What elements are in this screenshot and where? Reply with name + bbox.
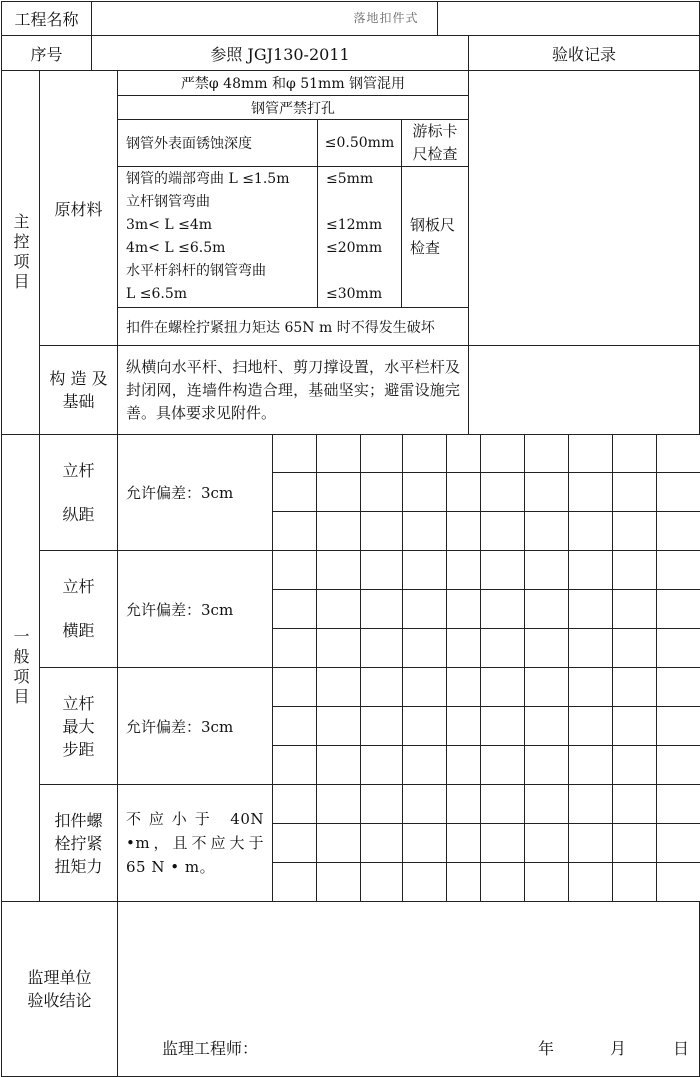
measurement-cell[interactable] bbox=[524, 706, 569, 746]
measurement-cell[interactable] bbox=[656, 434, 700, 473]
measurement-cell[interactable] bbox=[272, 667, 317, 707]
measurement-cell[interactable] bbox=[480, 550, 525, 590]
measurement-cell[interactable] bbox=[656, 667, 700, 707]
measurement-cell[interactable] bbox=[612, 589, 657, 629]
measurement-cell[interactable] bbox=[402, 823, 447, 863]
record-label: 验收记录 bbox=[468, 35, 700, 71]
bending-limits: ≤5mm ≤12mm ≤20mm ≤30mm bbox=[317, 166, 402, 308]
measurement-cell[interactable] bbox=[612, 784, 657, 824]
measurement-cell[interactable] bbox=[360, 628, 403, 668]
measurement-cell[interactable] bbox=[360, 472, 403, 512]
measurement-cell[interactable] bbox=[656, 628, 700, 668]
measurement-cell[interactable] bbox=[360, 550, 403, 590]
construction-record[interactable] bbox=[468, 345, 700, 435]
measurement-cell[interactable] bbox=[656, 706, 700, 746]
standard-ref: 参照 JGJ130-2011 bbox=[91, 35, 469, 71]
measurement-cell[interactable] bbox=[316, 628, 361, 668]
general-row-requirement: 允许偏差：3cm bbox=[117, 667, 273, 785]
measurement-cell[interactable] bbox=[656, 589, 700, 629]
measurement-cell[interactable] bbox=[568, 550, 613, 590]
measurement-cell[interactable] bbox=[402, 434, 447, 473]
measurement-cell[interactable] bbox=[272, 550, 317, 590]
project-name-label: 工程名称 bbox=[1, 1, 92, 36]
measurement-cell[interactable] bbox=[272, 589, 317, 629]
measurement-cell[interactable] bbox=[612, 667, 657, 707]
measurement-cell[interactable] bbox=[446, 472, 481, 512]
bending-method: 钢板尺 检查 bbox=[401, 166, 469, 308]
bending-desc: 钢管的端部弯曲 L ≤1.5m 立杆钢管弯曲 3m< L ≤4m 4m< L ≤6.5m 水平杆斜杆的钢管弯曲 L ≤6.5m bbox=[117, 166, 318, 308]
measurement-cell[interactable] bbox=[612, 434, 657, 473]
measurement-cell[interactable] bbox=[446, 550, 481, 590]
measurement-cell[interactable] bbox=[612, 628, 657, 668]
measurement-cell[interactable] bbox=[656, 862, 700, 902]
general-row-label: 立杆 纵距 bbox=[39, 434, 118, 551]
measurement-cell[interactable] bbox=[524, 511, 569, 551]
construction-label: 构 造 及 基础 bbox=[39, 345, 118, 435]
measurement-cell[interactable] bbox=[568, 628, 613, 668]
fastener-rule: 扣件在螺栓拧紧扭力矩达 65N m 时不得发生破坏 bbox=[117, 307, 469, 346]
measurement-cell[interactable] bbox=[612, 472, 657, 512]
measurement-cell[interactable] bbox=[656, 784, 700, 824]
raw-material-record[interactable] bbox=[468, 70, 700, 346]
measurement-cell[interactable] bbox=[360, 434, 403, 473]
corrosion-method: 游标卡 尺检查 bbox=[401, 119, 469, 167]
measurement-cell[interactable] bbox=[446, 511, 481, 551]
seq-label: 序号 bbox=[1, 35, 92, 71]
measurement-cell[interactable] bbox=[272, 862, 317, 902]
measurement-cell[interactable] bbox=[316, 472, 361, 512]
measurement-cell[interactable] bbox=[272, 472, 317, 512]
measurement-cell[interactable] bbox=[480, 628, 525, 668]
measurement-cell[interactable] bbox=[480, 667, 525, 707]
measurement-cell[interactable] bbox=[402, 784, 447, 824]
measurement-cell[interactable] bbox=[272, 628, 317, 668]
measurement-cell[interactable] bbox=[612, 862, 657, 902]
measurement-cell[interactable] bbox=[568, 434, 613, 473]
general-items-label: 一般项目 bbox=[11, 628, 30, 708]
measurement-cell[interactable] bbox=[524, 589, 569, 629]
measurement-cell[interactable] bbox=[612, 706, 657, 746]
measurement-cell[interactable] bbox=[446, 667, 481, 707]
measurement-cell[interactable] bbox=[272, 745, 317, 785]
measurement-cell[interactable] bbox=[272, 823, 317, 863]
measurement-cell[interactable] bbox=[316, 511, 361, 551]
rule-no-drilling: 钢管严禁打孔 bbox=[117, 95, 469, 120]
measurement-cell[interactable] bbox=[402, 628, 447, 668]
measurement-cell[interactable] bbox=[316, 862, 361, 902]
measurement-cell[interactable] bbox=[402, 745, 447, 785]
measurement-cell[interactable] bbox=[568, 784, 613, 824]
measurement-cell[interactable] bbox=[402, 589, 447, 629]
general-row-label: 立杆 横距 bbox=[39, 550, 118, 668]
measurement-cell[interactable] bbox=[402, 511, 447, 551]
measurement-cell[interactable] bbox=[480, 862, 525, 902]
measurement-cell[interactable] bbox=[656, 550, 700, 590]
measurement-cell[interactable] bbox=[656, 745, 700, 785]
measurement-cell[interactable] bbox=[360, 823, 403, 863]
main-items-group bbox=[1, 70, 40, 435]
measurement-cell[interactable] bbox=[316, 667, 361, 707]
measurement-cell[interactable] bbox=[480, 589, 525, 629]
measurement-cell[interactable] bbox=[402, 862, 447, 902]
measurement-cell[interactable] bbox=[524, 862, 569, 902]
main-items-label: 主控项目 bbox=[11, 212, 30, 293]
measurement-cell[interactable] bbox=[360, 589, 403, 629]
measurement-cell[interactable] bbox=[316, 745, 361, 785]
general-row-requirement: 不应小于 40N •m，且不应大于 65 N • m。 bbox=[117, 784, 273, 902]
measurement-cell[interactable] bbox=[446, 589, 481, 629]
measurement-cell[interactable] bbox=[446, 434, 481, 473]
measurement-cell[interactable] bbox=[316, 706, 361, 746]
measurement-cell[interactable] bbox=[360, 745, 403, 785]
measurement-cell[interactable] bbox=[480, 511, 525, 551]
conclusion-label: 监理单位 验收结论 bbox=[1, 901, 118, 1077]
measurement-cell[interactable] bbox=[446, 862, 481, 902]
measurement-cell[interactable] bbox=[480, 823, 525, 863]
general-items-group bbox=[1, 434, 40, 902]
measurement-cell[interactable] bbox=[656, 823, 700, 863]
measurement-cell[interactable] bbox=[524, 745, 569, 785]
measurement-cell[interactable] bbox=[402, 667, 447, 707]
measurement-cell[interactable] bbox=[524, 823, 569, 863]
raw-material-label: 原材料 bbox=[39, 70, 118, 346]
measurement-cell[interactable] bbox=[272, 706, 317, 746]
measurement-cell[interactable] bbox=[446, 628, 481, 668]
measurement-cell[interactable] bbox=[316, 784, 361, 824]
construction-text: 纵横向水平杆、扫地杆、剪刀撑设置，水平栏杆及封闭网，连墙件构造合理，基础坚实；避雷设施完善。具体要求见附件。 bbox=[117, 345, 469, 435]
measurement-cell[interactable] bbox=[568, 667, 613, 707]
divider bbox=[437, 1, 438, 36]
measurement-cell[interactable] bbox=[360, 784, 403, 824]
measurement-cell[interactable] bbox=[568, 472, 613, 512]
measurement-cell[interactable] bbox=[568, 511, 613, 551]
date-month-label: 月 bbox=[610, 1039, 627, 1058]
corrosion-limit: ≤0.50mm bbox=[317, 119, 402, 167]
measurement-cell[interactable] bbox=[524, 434, 569, 473]
measurement-cell[interactable] bbox=[402, 550, 447, 590]
corrosion-text: 钢管外表面锈蚀深度 bbox=[117, 119, 318, 167]
measurement-cell[interactable] bbox=[612, 550, 657, 590]
measurement-cell[interactable] bbox=[656, 511, 700, 551]
measurement-cell[interactable] bbox=[316, 589, 361, 629]
stamp-text: 落地扣件式 bbox=[335, 4, 437, 30]
measurement-cell[interactable] bbox=[568, 745, 613, 785]
measurement-cell[interactable] bbox=[568, 589, 613, 629]
measurement-cell[interactable] bbox=[524, 472, 569, 512]
measurement-cell[interactable] bbox=[524, 667, 569, 707]
measurement-cell[interactable] bbox=[272, 784, 317, 824]
date-day-label: 日 bbox=[673, 1039, 690, 1058]
measurement-cell[interactable] bbox=[568, 823, 613, 863]
measurement-cell[interactable] bbox=[480, 745, 525, 785]
date-year-label: 年 bbox=[538, 1039, 555, 1058]
measurement-cell[interactable] bbox=[446, 823, 481, 863]
measurement-cell[interactable] bbox=[446, 706, 481, 746]
measurement-cell[interactable] bbox=[480, 434, 525, 473]
measurement-cell[interactable] bbox=[446, 784, 481, 824]
measurement-cell[interactable] bbox=[524, 628, 569, 668]
measurement-cell[interactable] bbox=[568, 862, 613, 902]
measurement-cell[interactable] bbox=[656, 472, 700, 512]
measurement-cell[interactable] bbox=[272, 511, 317, 551]
measurement-cell[interactable] bbox=[480, 472, 525, 512]
rule-pipe-mix: 严禁φ 48mm 和φ 51mm 钢管混用 bbox=[117, 70, 469, 96]
measurement-cell[interactable] bbox=[360, 706, 403, 746]
measurement-cell[interactable] bbox=[612, 511, 657, 551]
general-row-requirement: 允许偏差：3cm bbox=[117, 550, 273, 668]
general-row-label: 扣件螺 栓拧紧 扭矩力 bbox=[39, 784, 118, 902]
measurement-cell[interactable] bbox=[360, 667, 403, 707]
measurement-cell[interactable] bbox=[480, 706, 525, 746]
general-row-label: 立杆 最大 步距 bbox=[39, 667, 118, 785]
measurement-cell[interactable] bbox=[524, 550, 569, 590]
measurement-cell[interactable] bbox=[524, 784, 569, 824]
measurement-cell[interactable] bbox=[446, 745, 481, 785]
measurement-cell[interactable] bbox=[360, 511, 403, 551]
measurement-cell[interactable] bbox=[612, 745, 657, 785]
measurement-cell[interactable] bbox=[480, 784, 525, 824]
measurement-cell[interactable] bbox=[402, 472, 447, 512]
measurement-cell[interactable] bbox=[402, 706, 447, 746]
general-row-requirement: 允许偏差：3cm bbox=[117, 434, 273, 551]
measurement-cell[interactable] bbox=[316, 823, 361, 863]
measurement-cell[interactable] bbox=[612, 823, 657, 863]
measurement-cell[interactable] bbox=[272, 434, 317, 473]
engineer-signature-label: 监理工程师： bbox=[162, 1039, 259, 1058]
measurement-cell[interactable] bbox=[360, 862, 403, 902]
measurement-cell[interactable] bbox=[316, 434, 361, 473]
measurement-cell[interactable] bbox=[316, 550, 361, 590]
measurement-cell[interactable] bbox=[568, 706, 613, 746]
